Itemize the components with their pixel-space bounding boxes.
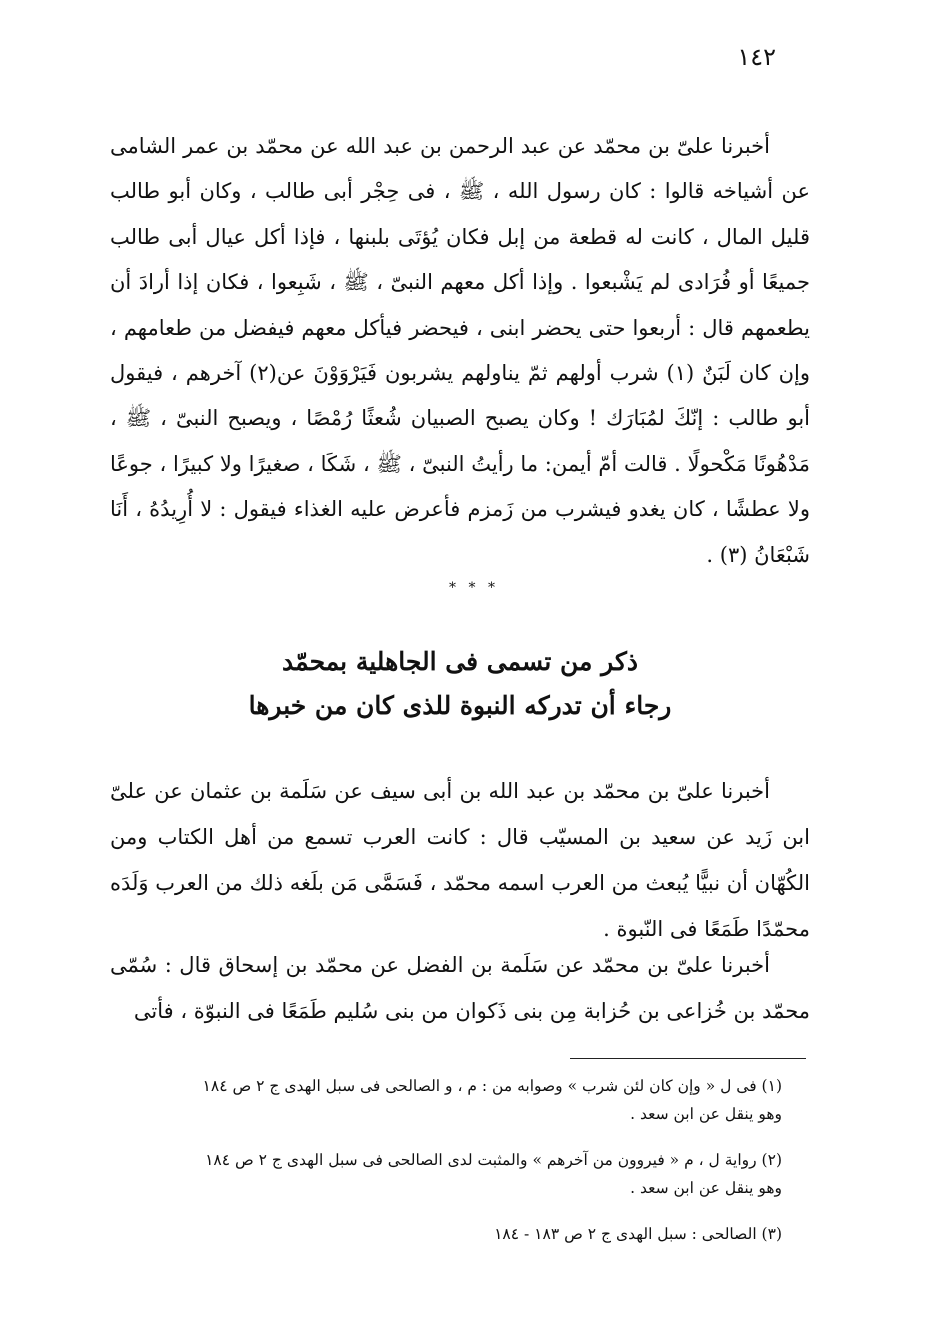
section-heading	[110, 640, 810, 728]
paragraph-2: أخبرنا علىّ بن محمّد بن عبد الله بن أبى سيف عن سَلَمة بن عثمان عن علىّ ابن زَيد عن سعيد بن المسيّب قال : كانت العرب تسمع من أهل الكتاب ومن الكُهّان أن نبيًّا يُبعث من العرب اسمه محمّد ، فَسَمَّى مَن بلَغه ذلك من العرب وَلَدَه محمّدًا طَمَعًا فى النّبوة .	[110, 779, 810, 941]
paragraph-1-block	[110, 124, 810, 578]
paragraph-1: أخبرنا علىّ بن محمّد عن عبد الرحمن بن عبد الله عن محمّد بن عمر الشامى عن أشياخه قالوا : كان رسول الله ، ﷺ ، فى حِجْر أبى طالب ، وكان أبو طالب قليل المال ، كانت له قطعة من إبل فكان يُؤتَى بلبنها ، فإذا أكل عيال أبى طالب جميعًا أو فُرَادى لم يَشْبعوا . وإذا أكل معهم النبىّ ، ﷺ ، شَبِعوا ، فكان إذا أرادَ أن يطعمهم قال : أربعوا حتى يحضر ابنى ، فيحضر فيأكل معهم فيفضل من طعامهم ، وإن كان لَبَنٌ (١) شرب أولهم ثمّ يناولهم يشربون فَيَرْوَوْنَ عن(٢) آخرهم ، فيقول أبو طالب : إنّكَ لمُبَارَك ! وكان يصبح الصبيان شُعثًا رُمْصًا ، ويصبح النبىّ ، ﷺ ، مَدْهُونًا مَكْحولًا . قالت أمّ أيمن: ما رأيتُ النبىّ ، ﷺ ، شَكَا ، صغيرًا ولا كبيرًا ، جوعًا ولا عطشًا ، كان يغدو فيشرب من زَمزم فأعرض عليه الغذاء فيقول : لا أُرِيدُهُ ، أَنَا شَبْعَانُ (٣) .	[110, 134, 811, 567]
footnote-divider	[570, 1058, 806, 1059]
footnote-3	[110, 1220, 806, 1248]
footnote-1-line-1: (١) فى ل « وإن كان لئن شرب » وصوابه من : م ، و الصالحى فى سبل الهدى ج ٢ ص ١٨٤	[202, 1077, 782, 1095]
heading-line-2: رجاء أن تدركه النبوة للذى كان من خبرها	[248, 691, 672, 720]
footnote-1-line-2: وهو ينقل عن ابن سعد .	[630, 1105, 782, 1123]
footnote-1	[110, 1072, 806, 1128]
paragraph-3-block	[110, 942, 810, 1034]
footnote-2	[110, 1146, 806, 1202]
paragraph-2-block	[110, 768, 810, 952]
footnotes	[110, 1072, 806, 1266]
paragraph-3: أخبرنا علىّ بن محمّد عن سَلَمة بن الفضل عن محمّد بن إسحاق قال : سُمّى محمّد بن خُزاعى بن حُزابة مِن بنى ذَكوان من بنى سُليم طَمَعًا فى النبوّة ، فأتى	[110, 953, 810, 1023]
section-separator: * * *	[449, 580, 499, 596]
footnote-2-line-2: وهو ينقل عن ابن سعد .	[630, 1179, 782, 1197]
heading-line-1: ذكر من تسمى فى الجاهلية بمحمّد	[282, 647, 638, 676]
page-number: ١٤٢	[737, 43, 776, 71]
footnote-2-line-1: (٢) رواية ل ، م « فيروون من آخرهم » والمثبت لدى الصالحى فى سبل الهدى ج ٢ ص ١٨٤	[205, 1151, 782, 1169]
footnote-3-line-1: (٣) الصالحى : سبل الهدى ج ٢ ص ١٨٣ - ١٨٤	[494, 1225, 782, 1243]
